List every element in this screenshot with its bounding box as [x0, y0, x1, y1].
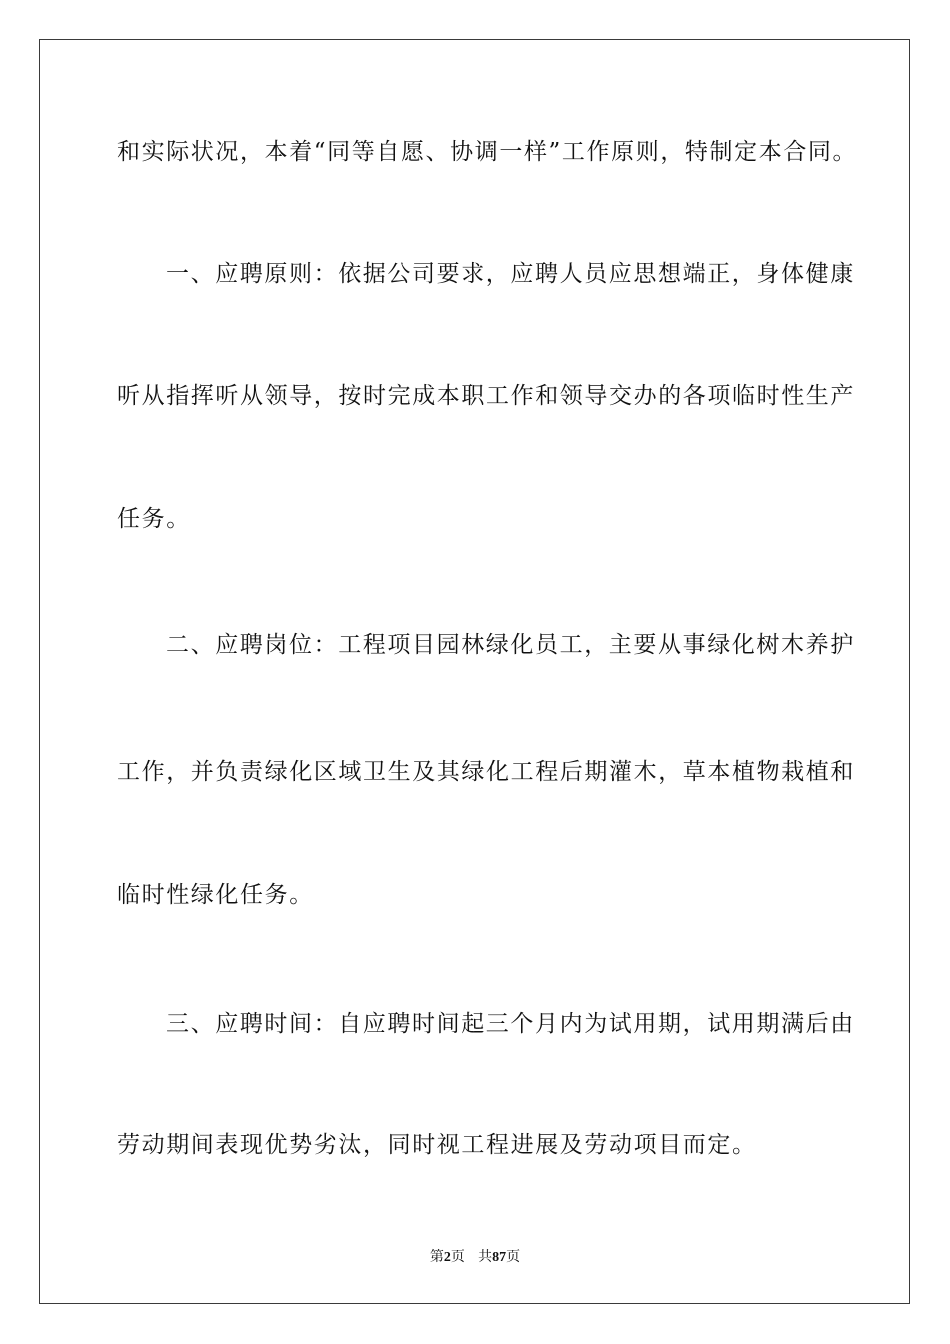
paragraph-line: 二、应聘岗位：工程项目园林绿化员工，主要从事绿化树木养护	[166, 632, 855, 658]
paragraph-line: 三、应聘时间：自应聘时间起三个月内为试用期，试用期满后由	[166, 1011, 855, 1037]
total-pages: 87	[492, 1250, 507, 1265]
paragraph-line: 听从指挥听从领导，按时完成本职工作和领导交办的各项临时性生产	[117, 383, 855, 409]
paragraph-line: 临时性绿化任务。	[117, 882, 314, 908]
page-prefix: 第	[429, 1249, 444, 1265]
page-number: 2	[443, 1250, 451, 1265]
page-suffix: 页	[450, 1249, 465, 1265]
paragraph-line: 任务。	[117, 506, 191, 532]
total-prefix: 共	[478, 1249, 493, 1265]
paragraph-line: 劳动期间表现优势劣汰，同时视工程进展及劳动项目而定。	[117, 1132, 757, 1158]
paragraph-line: 和实际状况，本着“同等自愿、协调一样”工作原则，特制定本合同。	[117, 139, 858, 165]
page-footer	[0, 1246, 950, 1266]
page-border	[39, 39, 910, 1304]
total-suffix: 页	[506, 1249, 521, 1265]
paragraph-line: 一、应聘原则：依据公司要求，应聘人员应思想端正，身体健康	[166, 261, 855, 287]
paragraph-line: 工作，并负责绿化区域卫生及其绿化工程后期灌木，草本植物栽植和	[117, 759, 855, 785]
